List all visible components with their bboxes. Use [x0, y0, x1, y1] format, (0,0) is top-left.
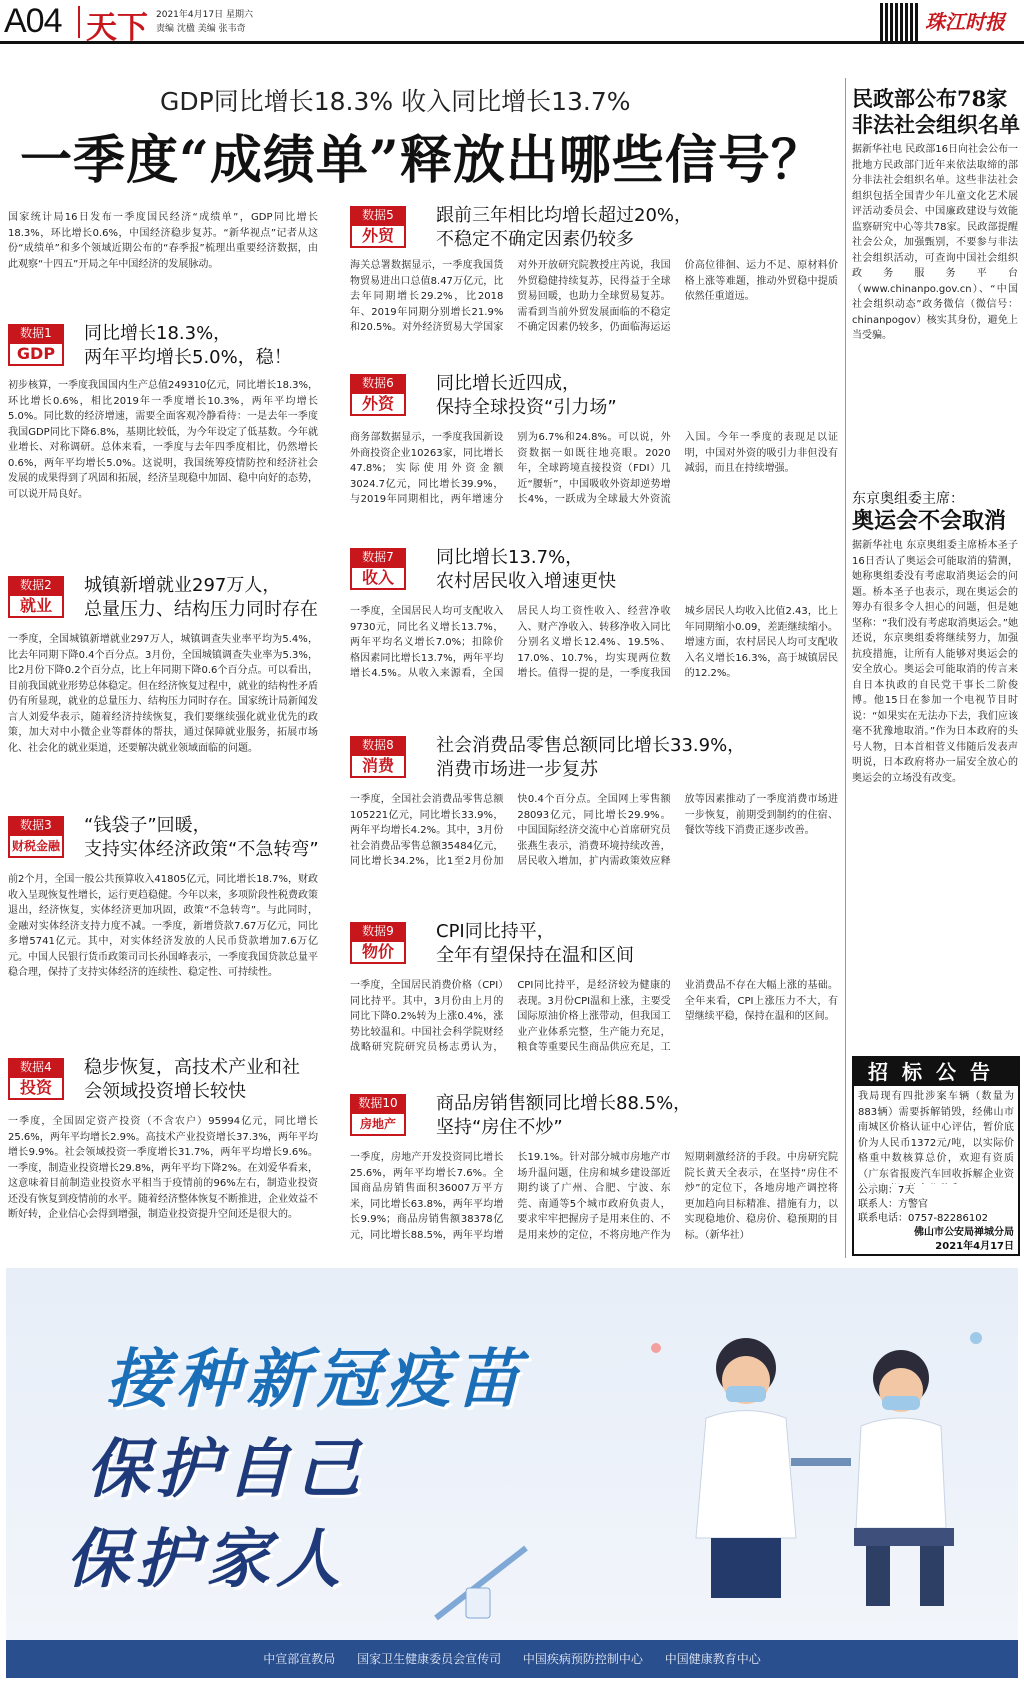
section-title: [436, 204, 692, 252]
sidebar-subheadline: 东京奥组委主席：: [852, 491, 964, 507]
tender-date: 2021年4月17日: [935, 1241, 1014, 1252]
badge-key: 消费: [350, 754, 406, 778]
masthead-divider: [78, 6, 80, 38]
title-line: 保持全球投资“引力场”: [436, 397, 617, 418]
title-line: 稳步恢复，高技术产业和社: [84, 1057, 300, 1078]
section-badge: [350, 1094, 406, 1138]
tender-notice: [852, 1056, 1020, 1256]
title-line: 两年平均增长5.0%，稳！: [84, 347, 292, 368]
title-line: 农村居民收入增速更快: [436, 571, 616, 592]
section-title: [84, 574, 318, 622]
article-body: 一季度，全国居民人均可支配收入9730元，同比名义增长13.7%，两年平均名义增长7.0%；扣除价格因素同比增长13.7%，两年平均增长4.5%。从收入来源看，全国居民人均工资性收入、经营净收入、财产净收入、转移净收入同比分别名义增长12.4%、19.5%、17.0%、10.7%，均实现两位数增长。值得一提的是，一季度我国城乡居民人均收入比值2.43，比上年同期缩小0.09，差距继续缩小。增速方面，农村居民人均可支配收入名义增长16.3%，高于城镇居民的12.2%。: [350, 606, 838, 679]
section-title: [84, 322, 292, 370]
badge-tag: 数据2: [8, 576, 64, 594]
section-badge: [8, 816, 64, 860]
section-badge: [350, 374, 406, 418]
article-body: 一季度，全国固定资产投资（不含农户）95994亿元，同比增长25.6%，两年平均增长2.9%。高技术产业投资增长37.3%，两年平均增长9.9%。社会领域投资一季度增长31.7%，两年平均增长9.6%。一季度，制造业投资增长29.8%，两年平均下降2%。在刘爱华看来，这意味着目前制造业投资水平相当于疫情前的96%左右，制造业投资还没有恢复到疫情前的水平。随着经济整体恢复不断推进，企业效益不断好转，企业信心会得到增强，制造业投资提升空间还是很大的。: [8, 1116, 318, 1220]
vaccine-banner: [6, 1268, 1018, 1678]
banner-line: 保护家人: [66, 1522, 346, 1597]
section-badge: [8, 1058, 64, 1102]
section-name: 天下: [86, 10, 148, 46]
syringe-icon: [426, 1528, 546, 1628]
tender-contacts: [854, 1184, 1018, 1254]
sidebar-headline: 非法社会组织名单: [852, 112, 1020, 137]
sidebar-headline: 民政部公布78家: [852, 86, 1008, 111]
article-body: 海关总署数据显示，一季度我国货物贸易进出口总值8.47万亿元，比去年同期增长29.2%，比2018年、2019年同期分别增长21.9%和20.5%。对外经济贸易大学国家对外开放研究院教授庄芮说，我国外贸稳健持续复苏，民得益于全球贸易回暖，也助力全球贸易复苏。需看到当前外贸发展面临的不稳定不确定因素仍较多，仍面临海运运价高位徘徊、运力不足、原材料价格上涨等难题，推动外贸稳中提质依然任重道远。: [350, 260, 838, 333]
badge-tag: 数据5: [350, 206, 406, 224]
section-title: [436, 734, 745, 782]
title-line: 消费市场进一步复苏: [436, 759, 598, 780]
banner-line: 保护自己: [86, 1432, 366, 1507]
banner-line: 接种新冠疫苗: [106, 1342, 526, 1417]
badge-tag: 数据6: [350, 374, 406, 392]
article-body: 一季度，全国城镇新增就业297万人，城镇调查失业率平均为5.4%，比去年同期下降0.4个百分点。3月份，全国城镇调查失业率为5.3%，比2月份下降0.2个百分点，比上年同期下降0.6个百分点。可以看出，目前我国就业形势总体稳定。但在经济恢复过程中，就业的结构性矛盾仍有所显现，就业的总量压力、结构压力同时存在。国家统计局新闻发言人刘爱华表示，随着经济持续恢复，我们要继续强化就业优先的政策，加大对中小微企业等群体的帮扶，通过保障就业服务，拓展市场化、社会化的就业渠道，还要解决就业领域面临的问题。: [8, 634, 318, 754]
section-title: [84, 814, 319, 862]
sidebar-article-body: 据新华社电 民政部16日向社会公布一批地方民政部门近年来依法取缔的部分非法社会组织名单。这些非法社会组织包括全国青少年儿童文化艺术展评活动委员会、中国廉政建设与效能监察研究中心等共78家。民政部提醒社会公众，加强甄别，不要参与非法社会组织活动，可查询中国社会组织政务服务平台（www.chinanpo.gov.cn）、“中国社会组织动态”政务微信（微信号：chinanpogov）核实其身份，避免上当受骗。: [852, 144, 1018, 341]
section-badge: [350, 548, 406, 592]
badge-key: 物价: [350, 940, 406, 964]
article-body: 一季度，全国居民消费价格（CPI）同比持平。其中，3月份由上月的同比下降0.2%转为上涨0.4%，涨势比较温和。中国社会科学院财经战略研究院研究员杨志勇认为，CPI同比持平，是经济较为健康的表现。3月份CPI温和上涨，主要受国际原油价格上涨带动，但我国工业产业体系完整，生产能力充足，粮食等重要民生商品供应充足，工业消费品不存在大幅上涨的基础。全年来看，CPI上涨压力不大，有望继续平稳，保持在温和的区间。: [350, 980, 838, 1053]
article-body: 前2个月，全国一般公共预算收入41805亿元，同比增长18.7%，财政收入呈现恢复性增长，运行更趋稳健。今年以来，多项阶段性税费政策退出，经济恢复，实体经济更加巩固，政策“不急转弯”。与此同时，金融对实体经济支持力度不减。一季度，新增贷款7.67万亿元，同比多增5741亿元。其中，对实体经济发放的人民币贷款增加7.6万亿元。中国人民银行货币政策司司长孙国峰表示，一季度我国贷款总量平稳合理，保持了支持实体经济的连续性、稳定性、可持续性。: [8, 874, 318, 978]
article-body: 一季度，房地产开发投资同比增长25.6%，两年平均增长7.6%。全国商品房销售面积36007万平方米，同比增长63.8%，两年平均增长9.9%；商品房销售额38378亿元，同比增长88.5%，两年平均增长19.1%。针对部分城市房地产市场升温问题，住房和城乡建设部近期约谈了广州、合肥、宁波、东莞、南通等5个城市政府负责人，要求牢牢把握房子是用来住的、不是用来炒的定位，不将房地产作为短期刺激经济的手段。中房研究院院长黄天全表示，在坚持“房住不炒”的定位下，各地房地产调控将更加趋向目标精准、措施有力，以实现稳地价、稳房价、稳预期的目标。（新华社）: [350, 1152, 838, 1241]
badge-key: 收入: [350, 566, 406, 590]
title-line: 城镇新增就业297万人，: [84, 575, 281, 596]
banner-sponsors: 中宣部宣教局 国家卫生健康委员会宣传司 中国疾病预防控制中心 中国健康教育中心: [6, 1640, 1018, 1678]
sidebar-headline: 奥运会不会取消: [852, 508, 1007, 534]
article-body: 初步核算，一季度我国国内生产总值249310亿元，同比增长18.3%，环比增长0.6%，相比2019年一季度增长10.3%，两年平均增长5.0%。同比数的经济增速，需要全面客观冷静看待：一是去年一季度我国GDP同比下降6.8%，基期比较低，为今年设定了低基数。今年就业增长、对称调研。总体来看，一季度与去年四季度相比，仍然增长0.6%，两年平均增长5.0%。这说明，我国统筹疫情防控和经济社会发展的成果得到了巩固和拓展，经济呈现稳中加固、稳中向好的态势，可以说开局良好。: [8, 380, 318, 500]
sidebar-article-body: 据新华社电 东京奥组委主席桥本圣子16日否认了奥运会可能取消的猜测，她称奥组委没有考虑取消奥运会的问题。桥本圣子也表示，现在奥运会的筹办有很多令人担心的问题，但是她坚称：“我们没有考虑取消奥运会。”她还说，东京奥组委将继续努力，加强抗疫措施，让所有人能够对奥运会的安全放心。奥运会可能取消的传言来自日本执政的自民党干事长二阶俊博。他15日在参加一个电视节目时说：“如果实在无法办下去，我们应该毫不犹豫地取消。”作为日本政府的头号人物，日本首相菅义伟随后发表声明说，日本政府将办一届安全放心的奥运会的立场没有改变。: [852, 540, 1018, 784]
tender-title: 招标公告: [854, 1058, 1018, 1086]
badge-tag: 数据4: [8, 1058, 64, 1076]
title-line: 会领域投资增长较快: [84, 1081, 246, 1102]
badge-tag: 数据1: [8, 324, 64, 342]
article-body: 一季度，全国社会消费品零售总额105221亿元，同比增长33.9%，两年平均增长4.2%。其中，3月份社会消费品零售总额35484亿元，同比增长34.2%，比1至2月份加快0.4个百分点。全国网上零售额28093亿元，同比增长29.9%。中国国际经济交流中心首席研究员张燕生表示，消费环境持续改善，居民收入增加，扩内需政策效应释放等因素推动了一季度消费市场进一步恢复，前期受到制约的住宿、餐饮等线下消费正逐步改善。: [350, 794, 838, 867]
title-line: 同比增长近四成，: [436, 373, 580, 394]
headline-sub: GDP同比增长18.3% 收入同比增长13.7%: [160, 87, 631, 116]
badge-key: GDP: [8, 342, 64, 366]
newspaper-logo: 珠江时报: [925, 10, 1005, 34]
section-title: [436, 1092, 691, 1140]
title-line: 不稳定不确定因素仍较多: [436, 229, 634, 250]
title-line: 商品房销售额同比增长88.5%，: [436, 1093, 692, 1114]
section-badge: [350, 206, 406, 250]
title-line: CPI同比持平，: [436, 921, 555, 942]
badge-tag: 数据9: [350, 922, 406, 940]
issue-meta: [156, 8, 253, 36]
section-title: [436, 920, 634, 968]
editors: 责编 沈楹 美编 张韦奇: [156, 24, 246, 34]
title-line: 同比增长13.7%，: [436, 547, 584, 568]
tender-body: 我局现有四批涉案车辆（数量为883辆）需要拆解销毁，经佛山市南城区价格认证中心评估，暂价底价为人民币1372元/吨，以实际价格重中数核算总价，欢迎有资质（广东省报废汽车回收拆解企业资: [858, 1091, 1014, 1180]
qr-code-icon: [880, 3, 918, 41]
title-line: 支持实体经济政策“不急转弯”: [84, 839, 319, 860]
page-number: A04: [4, 2, 62, 40]
section-title: [436, 546, 616, 594]
badge-tag: 数据10: [350, 1094, 406, 1112]
badge-tag: 数据3: [8, 816, 64, 834]
badge-key: 财税金融: [8, 834, 64, 858]
badge-tag: 数据7: [350, 548, 406, 566]
badge-key: 外贸: [350, 224, 406, 248]
masthead: [0, 0, 1024, 44]
section-badge: [350, 922, 406, 966]
tender-phone: 联系电话：0757-82286102: [858, 1213, 988, 1224]
title-line: 全年有望保持在温和区间: [436, 945, 634, 966]
tender-org: 佛山市公安局禅城分局: [914, 1227, 1014, 1238]
section-badge: [350, 736, 406, 780]
title-line: 总量压力、结构压力同时存在: [84, 599, 318, 620]
column-divider: [845, 78, 846, 1258]
section-title: [84, 1056, 300, 1104]
badge-key: 投资: [8, 1076, 64, 1100]
doctor-vaccinating-illustration: [626, 1308, 1006, 1628]
section-badge: [8, 324, 64, 368]
badge-key: 就业: [8, 594, 64, 618]
section-title: [436, 372, 617, 420]
title-line: “钱袋子”回暖，: [84, 815, 211, 836]
title-line: 同比增长18.3%，: [84, 323, 232, 344]
badge-key: 房地产: [350, 1112, 406, 1136]
issue-date: 2021年4月17日 星期六: [156, 10, 253, 20]
tender-contact: 联系人：方警官: [858, 1199, 928, 1210]
title-line: 坚持“房住不炒”: [436, 1117, 563, 1138]
badge-key: 外资: [350, 392, 406, 416]
title-line: 社会消费品零售总额同比增长33.9%，: [436, 735, 746, 756]
badge-tag: 数据8: [350, 736, 406, 754]
title-line: 跟前三年相比均增长超过20%，: [436, 205, 693, 226]
headline-main: 一季度“成绩单”释放出哪些信号？: [20, 130, 824, 191]
intro-paragraph: 国家统计局16日发布一季度国民经济“成绩单”，GDP同比增长18.3%，环比增长0.6%，中国经济稳步复苏。“新华视点”记者从这份“成绩单”和多个领域近期公布的“春季报”梳理出重要经济数据，由此观察“十四五”开局之年中国经济的发展脉动。: [8, 212, 318, 270]
tender-period: 公示期：7天: [858, 1185, 915, 1196]
section-badge: [8, 576, 64, 620]
article-body: 商务部数据显示，一季度我国新设外商投资企业10263家，同比增长47.8%；实际使用外资金额3024.7亿元，同比增长39.9%，与2019年同期相比，两年增速分别为6.7%和24.8%。可以说，外资数据一如既往地亮眼。2020年，全球跨境直接投资（FDI）几近“腰斩”，中国吸收外资却逆势增长4%，一跃成为全球最大外资流入国。今年一季度的表现足以证明，中国对外资的吸引力非但没有减弱，而且在持续增强。: [350, 432, 838, 505]
